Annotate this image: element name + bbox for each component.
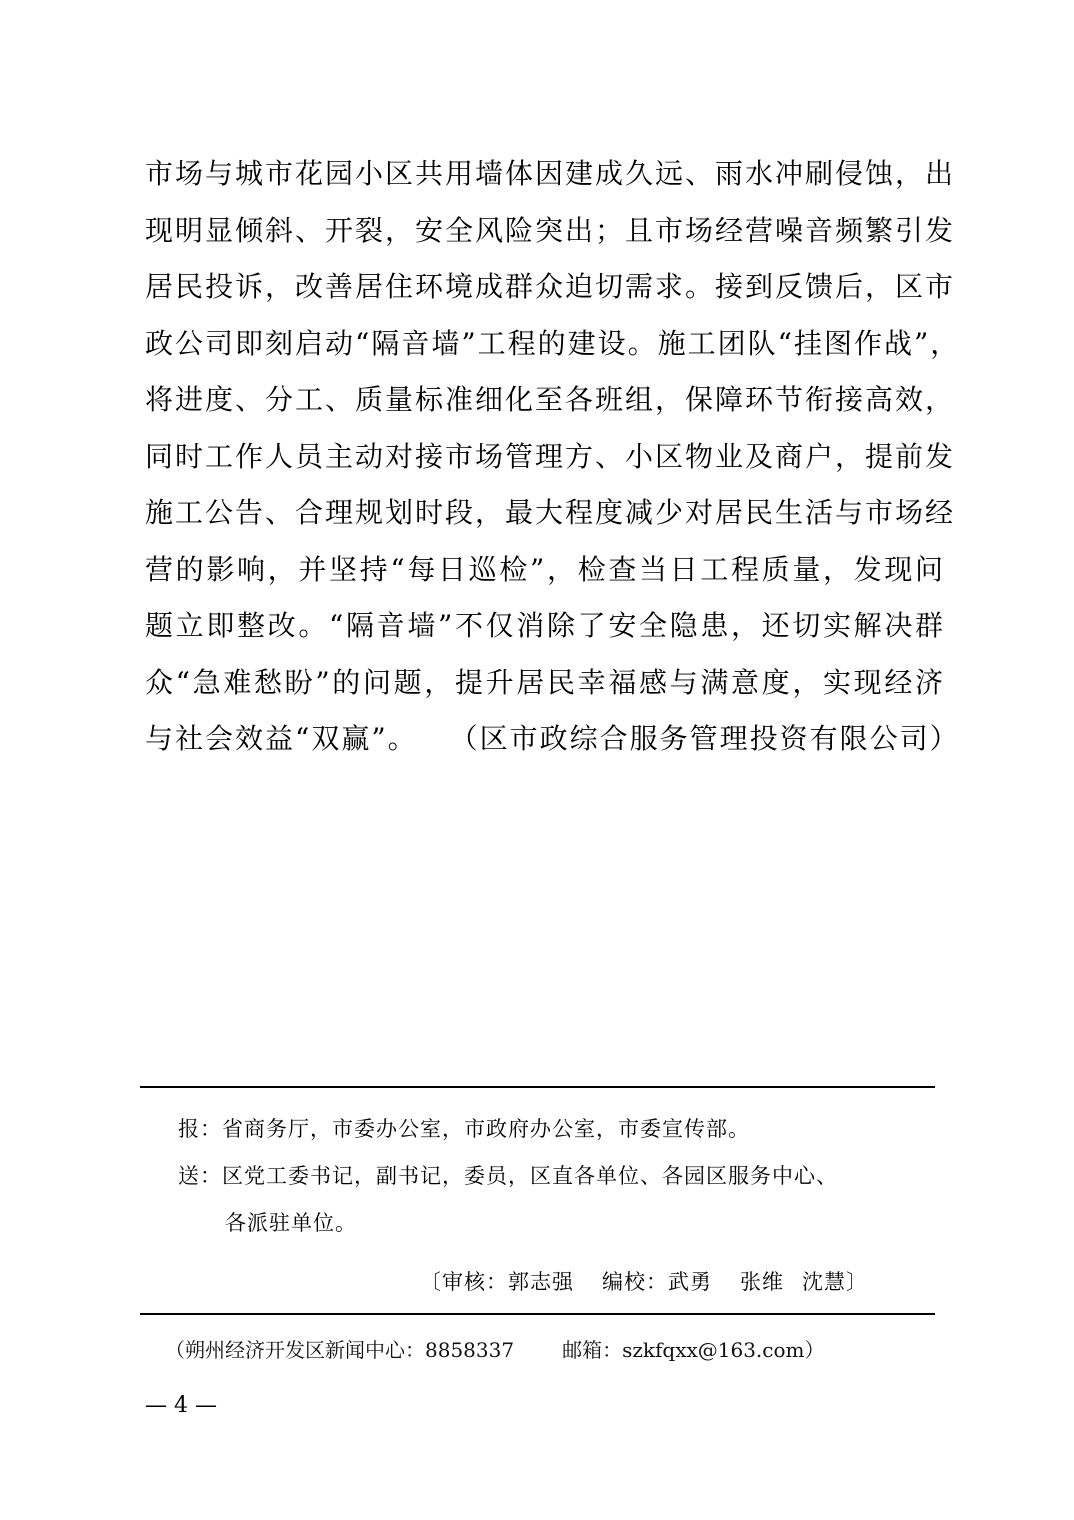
send-recipients-continued: 各派驻单位。 <box>225 1211 357 1235</box>
editor-label: 编校：武勇 <box>602 1270 712 1294</box>
reviewer: 〔审核：郭志强 <box>420 1270 574 1294</box>
report-recipients: 报：省商务厅，市委办公室，市政府办公室，市委宣传部。 <box>178 1117 750 1141</box>
body-paragraph <box>145 146 961 768</box>
send-recipients: 送：区党工委书记，副书记，委员，区直各单位、各园区服务中心、 <box>178 1164 838 1188</box>
body-line: 题立即整改。“隔音墙”不仅消除了安全隐患，还切实解决群 <box>145 609 945 642</box>
body-line-last: 与社会效益“双赢”。 （区市政综合服务管理投资有限公司） <box>145 722 960 755</box>
body-line: 众“急难愁盼”的问题，提升居民幸福感与满意度，实现经济 <box>145 665 945 699</box>
page-number: — 4 — <box>145 1393 217 1418</box>
editor-name: 沈慧〕 <box>802 1270 868 1294</box>
body-line: 同时工作人员主动对接市场管理方、小区物业及商户，提前发 <box>145 439 956 473</box>
body-line: 将进度、分工、质量标准细化至各班组，保障环节衔接高效， <box>145 383 956 416</box>
footer-top-rule <box>140 1086 935 1088</box>
footer-bottom-rule <box>140 1313 935 1315</box>
body-line: 施工公告、合理规划时段，最大程度减少对居民生活与市场经 <box>145 496 956 529</box>
news-center-phone: （朔州经济开发区新闻中心：8858337 <box>165 1338 515 1362</box>
contact-email: 邮箱：szkfqxx@163.com） <box>562 1338 825 1362</box>
body-line: 政公司即刻启动“隔音墙”工程的建设。施工团队“挂图作战”， <box>145 326 961 360</box>
body-line: 居民投诉，改善居住环境成群众迫切需求。接到反馈后，区市 <box>145 270 956 303</box>
body-line: 营的影响，并坚持“每日巡检”，检查当日工程质量，发现问 <box>145 552 945 586</box>
body-line: 现明显倾斜、开裂，安全风险突出；且市场经营噪音频繁引发 <box>145 213 956 247</box>
review-editors <box>420 1266 920 1296</box>
editor-name: 张维 <box>740 1270 784 1294</box>
contact-info <box>165 1334 925 1363</box>
body-line: 市场与城市花园小区共用墙体因建成久远、雨水冲刷侵蚀，出 <box>145 157 956 190</box>
